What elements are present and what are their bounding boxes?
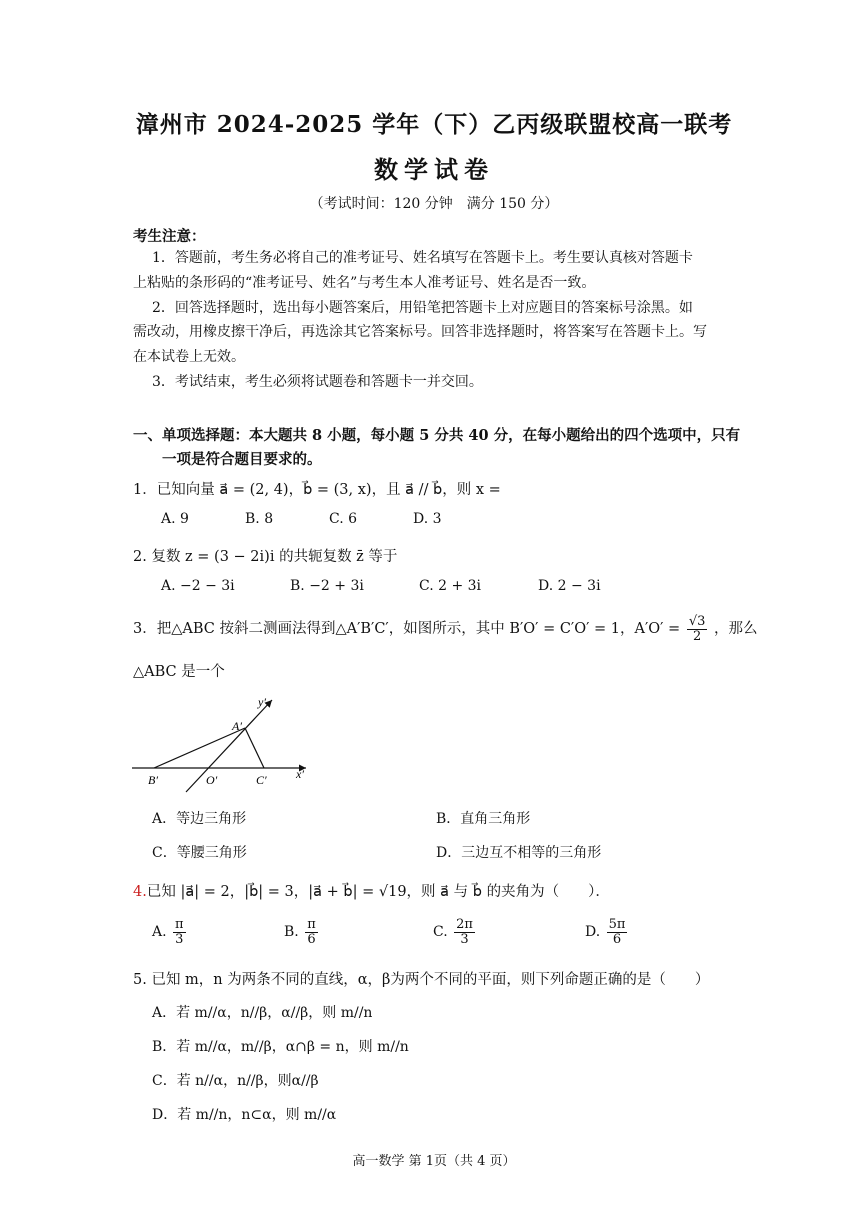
- label-x: x′: [296, 767, 304, 781]
- q2-option-c: C. 2 + 3i: [419, 578, 482, 594]
- fraction-numerator: 5π: [608, 917, 626, 932]
- exam-time-info: （考试时间：120 分钟 满分 150 分）: [309, 196, 559, 212]
- label-o: O′: [206, 773, 218, 787]
- fraction-numerator: 2π: [456, 917, 473, 932]
- q1-option-a: A. 9: [161, 511, 189, 527]
- fraction: [607, 918, 628, 946]
- q3-option-c: C．等腰三角形: [152, 845, 247, 861]
- q3-text-a: 3．把△ABC 按斜二测画法得到△A′B′C′，如图所示，其中 B′O′ = C′O′ = 1，A′O′ =: [133, 621, 681, 638]
- notice-line: 上粘贴的条形码的“准考证号、姓名”与考生本人准考证号、姓名是否一致。: [133, 275, 596, 291]
- q4-option-c: [433, 918, 477, 946]
- sqrt3-over-2-fraction: [687, 615, 708, 643]
- exam-title: 漳州市 2024-2025 学年（下）乙丙级联盟校高一联考: [135, 111, 733, 138]
- side-b-a: [154, 728, 245, 768]
- q4-text: 已知 |a⃗| = 2，|b⃗| = 3，|a⃗ + b⃗| = √19，则 a⃗ 与 b⃗ 的夹角为（ ）．: [146, 884, 610, 900]
- exam-subtitle: 数学试卷: [374, 155, 494, 184]
- section-heading-cont: 一项是符合题目要求的。: [162, 451, 322, 468]
- q5-option-b: B．若 m//α，m//β，α∩β = n，则 m//n: [152, 1039, 409, 1055]
- label-a: A′: [232, 719, 242, 733]
- q2-option-b: B. −2 + 3i: [290, 578, 364, 594]
- side-a-c: [245, 728, 264, 768]
- oblique-projection-figure: [130, 692, 320, 796]
- notice-heading: 考生注意：: [133, 228, 206, 245]
- option-label: A.: [152, 924, 167, 941]
- option-label: C.: [433, 924, 448, 941]
- label-b: B′: [148, 773, 158, 787]
- fraction-numerator: π: [175, 917, 184, 932]
- fraction: [305, 918, 318, 946]
- fraction-denominator: 6: [612, 931, 622, 947]
- q3-option-b: B．直角三角形: [436, 811, 531, 827]
- fraction-denominator: 3: [175, 931, 184, 947]
- question-4: [133, 880, 610, 901]
- q4-option-b: [284, 918, 320, 946]
- q3-text-b: ，那么: [713, 621, 758, 638]
- option-label: D.: [585, 924, 601, 941]
- q1-option-c: C. 6: [329, 511, 358, 527]
- q1-option-b: B. 8: [245, 511, 274, 527]
- label-y: y′: [258, 695, 266, 709]
- question-5: 5. 已知 m，n 为两条不同的直线，α，β为两个不同的平面，则下列命题正确的是（ ）: [133, 972, 710, 988]
- fraction: [173, 918, 186, 946]
- notice-line: 3．考试结束，考生必须将试题卷和答题卡一并交回。: [152, 374, 483, 390]
- notice-line: 需改动，用橡皮擦干净后，再选涂其它答案标号。回答非选择题时，将答案写在答题卡上。写: [133, 324, 707, 340]
- notice-line: 1．答题前，考生务必将自己的准考证号、姓名填写在答题卡上。考生要认真核对答题卡: [152, 250, 693, 266]
- question-1: 1．已知向量 a⃗ = (2, 4)，b⃗ = (3, x)，且 a⃗ // b⃗，则 x =: [133, 482, 501, 498]
- fraction: [454, 918, 475, 946]
- q5-option-d: D．若 m//n，n⊂α，则 m//α: [152, 1107, 337, 1123]
- question-3: [133, 615, 757, 643]
- q5-option-a: A．若 m//α，n//β，α//β，则 m//n: [152, 1005, 373, 1021]
- fraction-denominator: 2: [692, 628, 702, 644]
- q4-option-d: [585, 918, 629, 946]
- q3-option-a: A．等边三角形: [152, 811, 247, 827]
- option-label: B.: [284, 924, 299, 941]
- page-footer: 高一数学 第 1页（共 4 页）: [352, 1154, 516, 1169]
- fraction-numerator: π: [307, 917, 316, 932]
- section-heading: 一、单项选择题：本大题共 8 小题，每小题 5 分共 40 分，在每小题给出的四个选项中，只有: [133, 427, 741, 444]
- fraction-numerator: √3: [688, 614, 706, 629]
- q4-number: 4.: [133, 884, 147, 900]
- question-3-cont: △ABC 是一个: [133, 664, 225, 680]
- q3-option-d: D．三边互不相等的三角形: [436, 845, 602, 861]
- q2-option-d: D. 2 − 3i: [538, 578, 601, 594]
- q4-option-a: [152, 918, 188, 946]
- question-2: 2. 复数 z = (3 − 2i)i 的共轭复数 z̄ 等于: [133, 549, 398, 565]
- notice-line: 2．回答选择题时，选出每小题答案后，用铅笔把答题卡上对应题目的答案标号涂黑。如: [152, 300, 693, 316]
- q2-option-a: A. −2 − 3i: [161, 578, 235, 594]
- notice-line: 在本试卷上无效。: [133, 349, 245, 365]
- q5-option-c: C．若 n//α，n//β，则α//β: [152, 1073, 319, 1089]
- label-c: C′: [256, 773, 267, 787]
- fraction-denominator: 3: [460, 931, 469, 947]
- q1-option-d: D. 3: [413, 511, 442, 527]
- fraction-denominator: 6: [307, 931, 316, 947]
